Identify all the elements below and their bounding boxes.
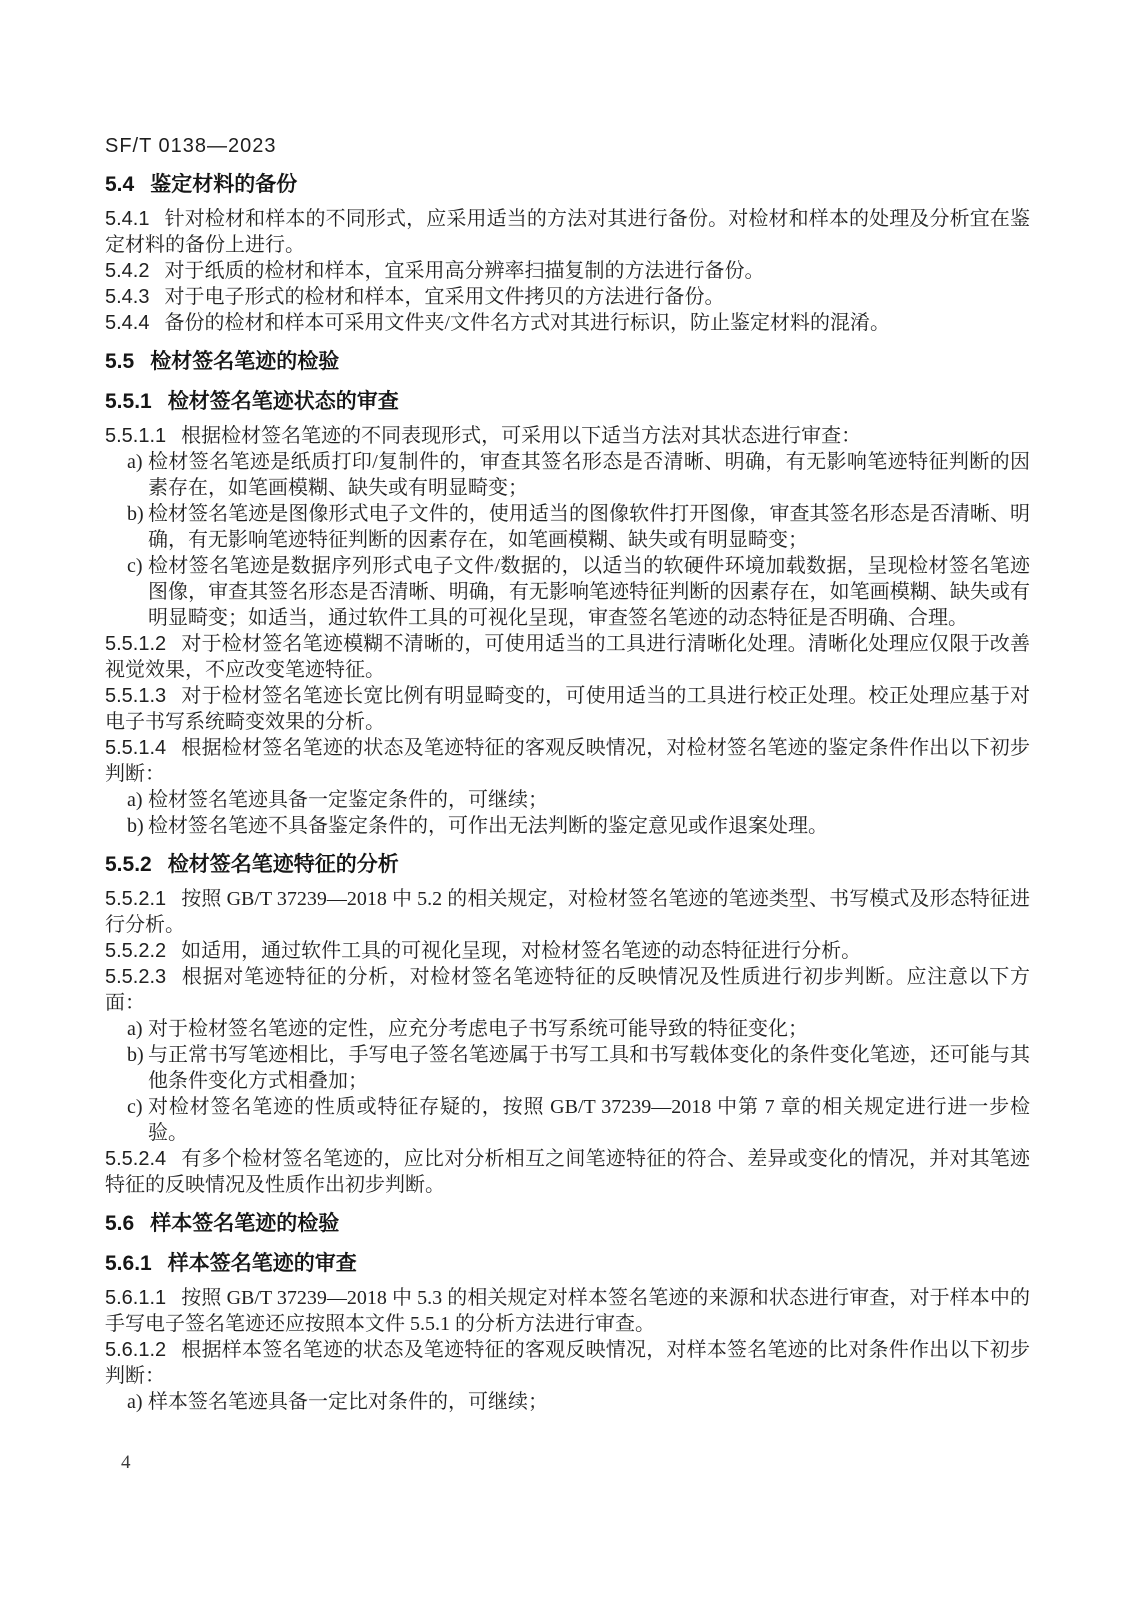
list-item-a [105,787,1030,813]
list-marker: a) [127,1018,143,1040]
list-item-text: 对于检材签名笔迹的定性，应充分考虑电子书写系统可能导致的特征变化； [148,1018,808,1040]
clause-number: 5.6.1.2 [105,1339,167,1361]
clause-number: 5.5.1.1 [105,425,167,447]
clause-number: 5.5.2.1 [105,888,167,910]
list-item-a [105,1016,1030,1042]
clause-5.5.1.3 [105,683,1030,735]
heading-title: 检材签名笔迹特征的分析 [167,853,399,876]
clause-text: 按照 GB/T 37239—2018 中 5.3 的相关规定对样本签名笔迹的来源和状态进行审查，对于样本中的手写电子签名笔迹还应按照本文件 5.5.1 的分析方法进行审查。 [105,1287,1030,1335]
list-marker: c) [127,1096,143,1118]
list-item-text: 检材签名笔迹是数据序列形式电子文件/数据的，以适当的软硬件环境加载数据，呈现检材签名笔迹图像，审查其签名形态是否清晰、明确，有无影响笔迹特征判断的因素存在，如笔画模糊、缺失或有明显畸变；如适当，通过软件工具的可视化呈现，审查签名笔迹的动态特征是否明确、合理。 [148,555,1030,629]
heading-title: 样本签名笔迹的检验 [150,1212,340,1235]
list-item-text: 样本签名笔迹具备一定比对条件的，可继续； [148,1391,548,1413]
clause-5.6.1.1 [105,1285,1030,1337]
clause-5.5.2.2 [105,938,1030,964]
list-item-c [105,1094,1030,1146]
list-item-text: 检材签名笔迹具备一定鉴定条件的，可继续； [148,789,548,811]
clause-number: 5.5.1.4 [105,737,167,759]
clause-5.4.4 [105,310,1030,336]
clause-number: 5.5.1.2 [105,633,167,655]
clause-text: 按照 GB/T 37239—2018 中 5.2 的相关规定，对检材签名笔迹的笔迹类型、书写模式及形态特征进行分析。 [105,888,1030,936]
list-item-a [105,449,1030,501]
document-content [105,171,1030,1415]
list-item-b [105,1042,1030,1094]
clause-text: 备份的检材和样本可采用文件夹/文件名方式对其进行标识，防止鉴定材料的混淆。 [164,312,891,334]
list-item-c [105,553,1030,631]
list-item-text: 与正常书写笔迹相比，手写电子签名笔迹属于书写工具和书写载体变化的条件变化笔迹，还可能与其他条件变化方式相叠加； [148,1044,1030,1092]
clause-5.5.2.1 [105,886,1030,938]
heading-title: 检材签名笔迹的检验 [150,350,340,373]
heading-number: 5.4 [105,173,135,196]
heading-number: 5.5 [105,350,135,373]
page-number: 4 [121,1452,131,1473]
clause-text: 对于检材签名笔迹长宽比例有明显畸变的，可使用适当的工具进行校正处理。校正处理应基于对电子书写系统畸变效果的分析。 [105,685,1030,733]
clause-number: 5.5.2.4 [105,1148,167,1170]
list-marker: a) [127,1391,143,1413]
list-item-b [105,813,1030,839]
clause-5.4.3 [105,284,1030,310]
heading-number: 5.6.1 [105,1252,152,1275]
list-marker: a) [127,451,143,473]
list-item-text: 对检材签名笔迹的性质或特征存疑的，按照 GB/T 37239—2018 中第 7 章的相关规定进行进一步检验。 [148,1096,1030,1144]
clause-text: 对于电子形式的检材和样本，宜采用文件拷贝的方法进行备份。 [164,286,725,308]
clause-number: 5.5.1.3 [105,685,167,707]
section-heading-5.5.2 [105,851,1030,879]
heading-number: 5.5.2 [105,853,152,876]
list-item-text: 检材签名笔迹是图像形式电子文件的，使用适当的图像软件打开图像，审查其签名形态是否清晰、明确，有无影响笔迹特征判断的因素存在，如笔画模糊、缺失或有明显畸变； [148,503,1030,551]
clause-number: 5.4.2 [105,260,150,282]
clause-number: 5.6.1.1 [105,1287,167,1309]
list-marker: a) [127,789,143,811]
clause-text: 对于纸质的检材和样本，宜采用高分辨率扫描复制的方法进行备份。 [164,260,765,282]
clause-text: 对于检材签名笔迹模糊不清晰的，可使用适当的工具进行清晰化处理。清晰化处理应仅限于改善视觉效果，不应改变笔迹特征。 [105,633,1030,681]
clause-5.5.1.4 [105,735,1030,787]
clause-number: 5.5.2.2 [105,940,167,962]
list-item-text: 检材签名笔迹是纸质打印/复制件的，审查其签名形态是否清晰、明确，有无影响笔迹特征判断的因素存在，如笔画模糊、缺失或有明显畸变； [148,451,1030,499]
clause-5.5.2.3 [105,964,1030,1016]
heading-title: 样本签名笔迹的审查 [167,1252,357,1275]
document-number: SF/T 0138—2023 [105,135,277,157]
clause-5.6.1.2 [105,1337,1030,1389]
list-item-a [105,1389,1030,1415]
clause-text: 有多个检材签名笔迹的，应比对分析相互之间笔迹特征的符合、差异或变化的情况，并对其笔迹特征的反映情况及性质作出初步判断。 [105,1148,1030,1196]
list-marker: c) [127,555,143,577]
clause-number: 5.5.2.3 [105,966,167,988]
clause-5.5.1.2 [105,631,1030,683]
clause-number: 5.4.1 [105,208,150,230]
heading-number: 5.6 [105,1212,135,1235]
section-heading-5.5 [105,348,1030,376]
clause-text: 根据检材签名笔迹的不同表现形式，可采用以下适当方法对其状态进行审查： [181,425,862,447]
clause-5.5.2.4 [105,1146,1030,1198]
clause-text: 根据检材签名笔迹的状态及笔迹特征的客观反映情况，对检材签名笔迹的鉴定条件作出以下初步判断： [105,737,1030,785]
clause-text: 如适用，通过软件工具的可视化呈现，对检材签名笔迹的动态特征进行分析。 [181,940,862,962]
clause-5.4.2 [105,258,1030,284]
heading-title: 检材签名笔迹状态的审查 [167,390,399,413]
clause-text: 根据样本签名笔迹的状态及笔迹特征的客观反映情况，对样本签名笔迹的比对条件作出以下初步判断： [105,1339,1030,1387]
section-heading-5.4 [105,171,1030,199]
list-item-text: 检材签名笔迹不具备鉴定条件的，可作出无法判断的鉴定意见或作退案处理。 [148,815,828,837]
heading-number: 5.5.1 [105,390,152,413]
clause-number: 5.4.3 [105,286,150,308]
clause-5.4.1 [105,206,1030,258]
heading-title: 鉴定材料的备份 [150,173,298,196]
page-body [105,133,1030,1415]
list-marker: b) [127,1044,144,1066]
section-heading-5.6.1 [105,1250,1030,1278]
list-marker: b) [127,503,144,525]
list-item-b [105,501,1030,553]
clause-number: 5.4.4 [105,312,150,334]
clause-text: 根据对笔迹特征的分析，对检材签名笔迹特征的反映情况及性质进行初步判断。应注意以下方面： [105,966,1030,1014]
section-heading-5.5.1 [105,388,1030,416]
section-heading-5.6 [105,1210,1030,1238]
clause-text: 针对检材和样本的不同形式，应采用适当的方法对其进行备份。对检材和样本的处理及分析宜在鉴定材料的备份上进行。 [105,208,1030,256]
list-marker: b) [127,815,144,837]
clause-5.5.1.1 [105,423,1030,449]
